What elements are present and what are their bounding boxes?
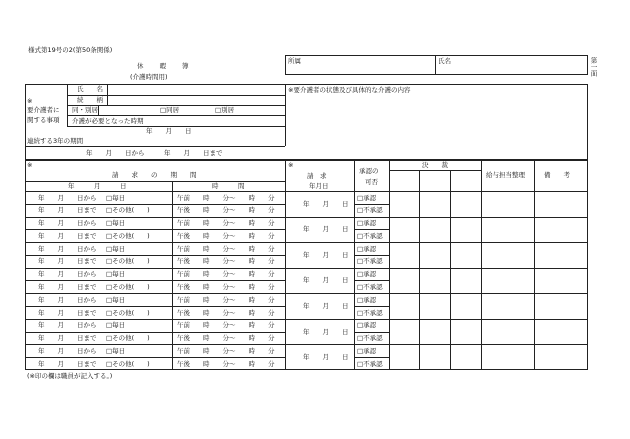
approve-checkbox[interactable]: □承認 xyxy=(357,193,377,202)
approve-checkbox[interactable]: □承認 xyxy=(357,219,377,228)
pm-time: 午後 時 分～ 時 分 xyxy=(177,308,275,317)
approval-header-2: 可否 xyxy=(365,178,378,186)
pm-time: 午後 時 分～ 時 分 xyxy=(177,334,275,343)
row-until-date: 年 月 日まで xyxy=(38,308,97,317)
row-approval-divider xyxy=(354,255,389,256)
row-until-date: 年 月 日まで xyxy=(38,359,97,368)
request-date: 年 月 日 xyxy=(303,199,349,208)
other-checkbox[interactable]: □その他( ) xyxy=(106,359,150,368)
daily-checkbox[interactable]: □毎日 xyxy=(106,270,126,279)
other-checkbox[interactable]: □その他( ) xyxy=(106,282,150,291)
req-date-header-2: 年月日 xyxy=(309,182,329,190)
period-header: 請 求 の 期 間 xyxy=(112,171,197,179)
care-block-label-2: 関する事項 xyxy=(27,116,60,124)
pm-time: 午後 時 分～ 時 分 xyxy=(177,206,275,215)
payroll-header: 給与担当整理 xyxy=(486,171,525,179)
request-date: 年 月 日 xyxy=(303,327,349,336)
row-approval-divider xyxy=(354,332,389,333)
period-value: 年 月 日から 年 月 日まで xyxy=(86,149,223,157)
decision-header: 決 裁 xyxy=(422,161,448,169)
request-date: 年 月 日 xyxy=(303,353,349,362)
row-from-date: 年 月 日から xyxy=(38,193,97,202)
daily-checkbox[interactable]: □毎日 xyxy=(106,321,126,330)
daily-checkbox[interactable]: □毎日 xyxy=(106,295,126,304)
dept-label: 所属 xyxy=(288,57,301,65)
row-divider xyxy=(25,293,588,294)
row-until-date: 年 月 日まで xyxy=(38,231,97,240)
row-half-divider xyxy=(25,255,285,256)
disapprove-checkbox[interactable]: □不承認 xyxy=(357,282,383,291)
name-label: 氏名 xyxy=(438,57,451,65)
disapprove-checkbox[interactable]: □不承認 xyxy=(357,257,383,266)
pm-time: 午後 時 分～ 時 分 xyxy=(177,257,275,266)
row-from-date: 年 月 日から xyxy=(38,244,97,253)
row-from-date: 年 月 日から xyxy=(38,346,97,355)
row-divider xyxy=(25,319,588,320)
care-marker: ※ xyxy=(27,97,33,105)
pm-time: 午後 時 分～ 時 分 xyxy=(177,282,275,291)
row-approval-divider xyxy=(354,306,389,307)
cohabit-options: 同・別居 xyxy=(72,106,98,114)
daily-checkbox[interactable]: □毎日 xyxy=(106,346,126,355)
disapprove-checkbox[interactable]: □不承認 xyxy=(357,334,383,343)
other-checkbox[interactable]: □その他( ) xyxy=(106,334,150,343)
daily-checkbox[interactable]: □毎日 xyxy=(106,219,126,228)
am-time: 午前 時 分～ 時 分 xyxy=(177,270,275,279)
approve-checkbox[interactable]: □承認 xyxy=(357,295,377,304)
row-until-date: 年 月 日まで xyxy=(38,282,97,291)
row-approval-divider xyxy=(354,357,389,358)
daily-checkbox[interactable]: □毎日 xyxy=(106,244,126,253)
request-date: 年 月 日 xyxy=(303,302,349,311)
row-from-date: 年 月 日から xyxy=(38,219,97,228)
row-half-divider xyxy=(25,332,285,333)
care-state-label: ※要介護者の状態及び具体的な介護の内容 xyxy=(288,86,411,94)
page-number: 第一面 xyxy=(589,57,598,77)
request-marker: ※ xyxy=(27,161,33,169)
row-half-divider xyxy=(25,306,285,307)
time-header: 時 間 xyxy=(212,182,245,190)
pm-time: 午後 時 分～ 時 分 xyxy=(177,359,275,368)
daily-checkbox[interactable]: □毎日 xyxy=(106,193,126,202)
request-marker-2: ※ xyxy=(288,161,294,169)
need-since-label: 介護が必要となった時期 xyxy=(72,117,144,125)
row-half-divider xyxy=(25,357,285,358)
am-time: 午前 時 分～ 時 分 xyxy=(177,295,275,304)
cohabit-separate-checkbox[interactable]: □別居 xyxy=(215,106,235,114)
approval-header-1: 承認の xyxy=(359,167,379,175)
disapprove-checkbox[interactable]: □不承認 xyxy=(357,206,383,215)
disapprove-checkbox[interactable]: □不承認 xyxy=(357,308,383,317)
care-relation-label: 続 柄 xyxy=(77,96,103,104)
approve-checkbox[interactable]: □承認 xyxy=(357,270,377,279)
care-name-label: 氏 名 xyxy=(77,85,103,93)
header-box xyxy=(285,55,588,75)
other-checkbox[interactable]: □その他( ) xyxy=(106,231,150,240)
row-approval-divider xyxy=(354,229,389,230)
disapprove-checkbox[interactable]: □不承認 xyxy=(357,359,383,368)
row-from-date: 年 月 日から xyxy=(38,270,97,279)
row-divider xyxy=(25,217,588,218)
row-divider xyxy=(25,242,588,243)
row-until-date: 年 月 日まで xyxy=(38,334,97,343)
row-half-divider xyxy=(25,280,285,281)
pm-time: 午後 時 分～ 時 分 xyxy=(177,231,275,240)
row-until-date: 年 月 日まで xyxy=(38,257,97,266)
row-from-date: 年 月 日から xyxy=(38,321,97,330)
row-from-date: 年 月 日から xyxy=(38,295,97,304)
row-half-divider xyxy=(25,204,285,205)
am-time: 午前 時 分～ 時 分 xyxy=(177,193,275,202)
page-title: 休 暇 簿 xyxy=(137,62,190,70)
other-checkbox[interactable]: □その他( ) xyxy=(106,257,150,266)
request-date: 年 月 日 xyxy=(303,276,349,285)
approve-checkbox[interactable]: □承認 xyxy=(357,346,377,355)
cohabit-same-checkbox[interactable]: □同居 xyxy=(160,106,180,114)
date-header: 年 月 日 xyxy=(68,182,127,190)
row-divider xyxy=(25,268,588,269)
approve-checkbox[interactable]: □承認 xyxy=(357,321,377,330)
period-label: 連続する3年の期間 xyxy=(27,137,84,145)
am-time: 午前 時 分～ 時 分 xyxy=(177,321,275,330)
am-time: 午前 時 分～ 時 分 xyxy=(177,244,275,253)
row-half-divider xyxy=(25,229,285,230)
page-subtitle: (介護時間用) xyxy=(130,73,168,81)
row-approval-divider xyxy=(354,204,389,205)
other-checkbox[interactable]: □その他( ) xyxy=(106,206,150,215)
care-block-label-1: 要介護者に xyxy=(27,106,60,114)
request-date: 年 月 日 xyxy=(303,225,349,234)
row-until-date: 年 月 日まで xyxy=(38,206,97,215)
remarks-header: 備 考 xyxy=(544,171,570,179)
row-approval-divider xyxy=(354,280,389,281)
req-date-header-1: 請 求 xyxy=(307,172,327,180)
need-since-date: 年 月 日 xyxy=(146,127,192,135)
approve-checkbox[interactable]: □承認 xyxy=(357,244,377,253)
am-time: 午前 時 分～ 時 分 xyxy=(177,346,275,355)
request-date: 年 月 日 xyxy=(303,250,349,259)
footnote: (※印の欄は職員が記入する。) xyxy=(27,372,113,380)
am-time: 午前 時 分～ 時 分 xyxy=(177,219,275,228)
form-id: 様式第19号の2(第50条関係) xyxy=(28,46,113,54)
row-divider xyxy=(25,344,588,345)
other-checkbox[interactable]: □その他( ) xyxy=(106,308,150,317)
disapprove-checkbox[interactable]: □不承認 xyxy=(357,231,383,240)
